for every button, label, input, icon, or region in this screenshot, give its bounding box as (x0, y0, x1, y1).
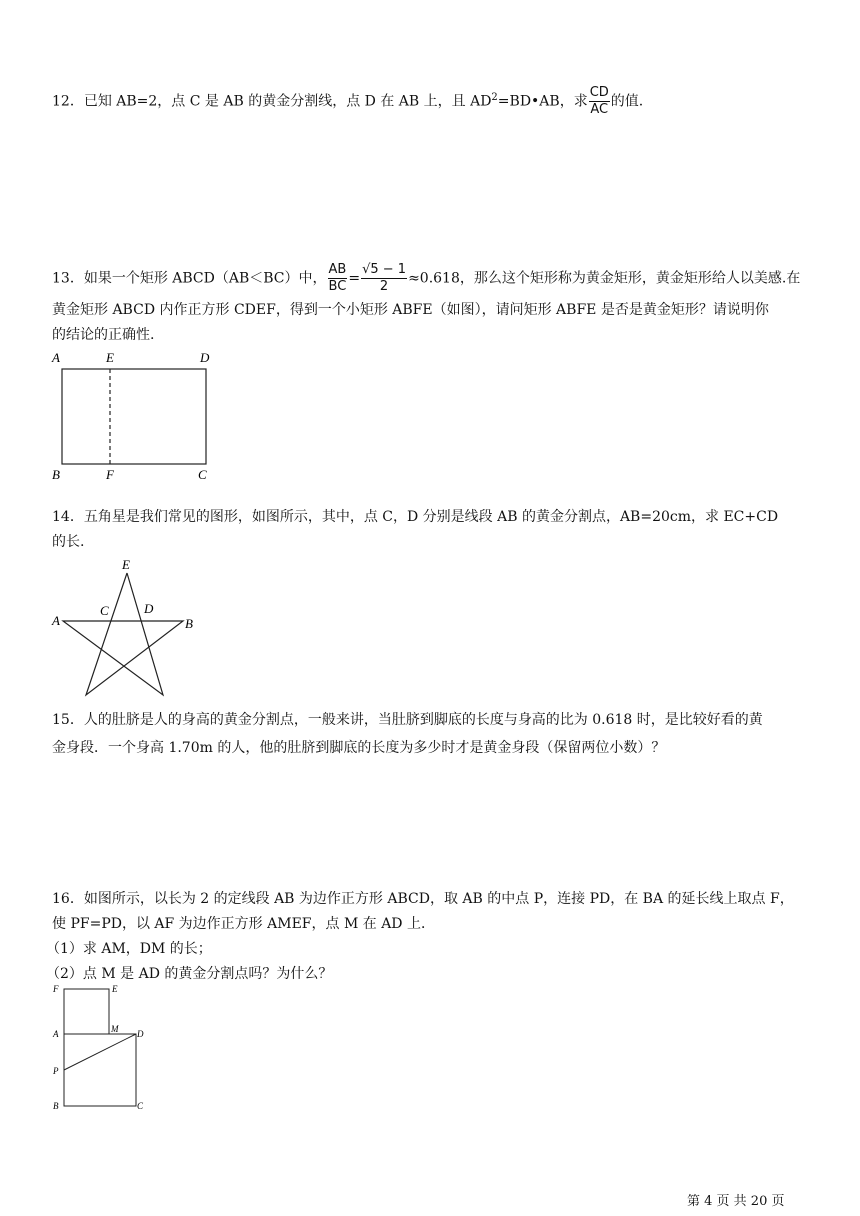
question-16 (46, 887, 812, 987)
label-c: C (137, 1101, 144, 1111)
q13-fraction2-denominator: 2 (379, 279, 389, 294)
q12-text-mid: =BD•AB，求 (497, 93, 588, 110)
label-c: C (100, 603, 109, 618)
q13-rectangle-figure (48, 348, 248, 482)
q16-line-3: （1）求 AM，DM 的长； (46, 941, 212, 957)
segment-pd (64, 1034, 136, 1070)
square-amef (64, 989, 109, 1034)
label-m: M (111, 1024, 119, 1034)
label-d: D (137, 1029, 144, 1039)
label-d: D (200, 350, 210, 365)
q13-fraction1-denominator: BC (328, 279, 347, 294)
q16-squares-figure (50, 982, 180, 1112)
label-b: B (53, 1101, 59, 1111)
q12-fraction-numerator: CD (589, 85, 609, 101)
label-b: B (185, 616, 193, 631)
question-13 (52, 262, 812, 348)
pentagram-lines (63, 573, 183, 695)
q13-line-3: 的结论的正确性. (52, 327, 155, 343)
label-p: P (53, 1066, 59, 1076)
label-f: F (106, 467, 114, 482)
q12-superscript: 2 (491, 92, 498, 103)
q16-line-2: 使 PF=PD，以 AF 为边作正方形 AMEF，点 M 在 AD 上． (52, 916, 435, 932)
label-d: D (144, 601, 154, 616)
question-15 (52, 708, 812, 761)
square-abcd (64, 1034, 136, 1106)
q12-fraction (589, 85, 610, 118)
q14-star-figure (48, 555, 208, 700)
label-a: A (52, 350, 60, 365)
label-e: E (112, 984, 118, 994)
q15-line-2: 金身段．一个身高 1.70m 的人，他的肚脐到脚底的长度为多少时才是黄金身段（保留两位小数）？ (52, 740, 666, 756)
label-c: C (198, 467, 207, 482)
q13-fraction-ab-bc (328, 262, 348, 295)
q13-line-2: 黄金矩形 ABCD 内作正方形 CDEF，得到一个小矩形 ABFE（如图），请问矩形 ABFE 是否是黄金矩形？请说明你 (52, 302, 769, 318)
label-a: A (52, 613, 60, 628)
q12-text-before: 12．已知 AB=2，点 C 是 AB 的黄金分割线，点 D 在 AB 上，且 AD (52, 93, 492, 110)
label-f: F (53, 984, 59, 994)
page-footer: 第 4 页 共 20 页 (687, 1194, 785, 1209)
rectangle-abcd (62, 369, 206, 464)
q13-text-before: 13．如果一个矩形 ABCD（AB＜BC）中， (52, 270, 327, 287)
q16-line-1: 16．如图所示，以长为 2 的定线段 AB 为边作正方形 ABCD，取 AB 的中点 P，连接 PD，在 BA 的延长线上取点 F， (52, 891, 794, 907)
question-12 (52, 85, 812, 118)
q13-fraction1-numerator: AB (328, 262, 347, 277)
q14-line-2: 的长. (52, 534, 85, 550)
label-e: E (106, 350, 114, 365)
q13-fraction2-numerator: √5 − 1 (362, 262, 407, 277)
q15-line-1: 15．人的肚脐是人的身高的黄金分割点，一般来讲，当肚脐到脚底的长度与身高的比为 0.618 时，是比较好看的黄 (52, 712, 763, 728)
q13-fraction-golden (361, 262, 407, 295)
q12-text-after: 的值. (610, 93, 644, 110)
question-14 (52, 505, 812, 555)
label-e: E (122, 557, 130, 572)
q13-line-1 (52, 262, 812, 295)
label-a: A (53, 1029, 59, 1039)
q12-fraction-denominator: AC (590, 102, 609, 118)
q14-line-1: 14．五角星是我们常见的图形，如图所示，其中，点 C，D 分别是线段 AB 的黄金分割点，AB=20cm，求 EC+CD (52, 509, 779, 525)
q13-equals: = (348, 270, 361, 287)
q16-line-4: （2）点 M 是 AD 的黄金分割点吗？为什么？ (46, 966, 333, 982)
q13-text-after: ≈0.618，那么这个矩形称为黄金矩形，黄金矩形给人以美感.在 (408, 270, 801, 287)
label-b: B (52, 467, 60, 482)
